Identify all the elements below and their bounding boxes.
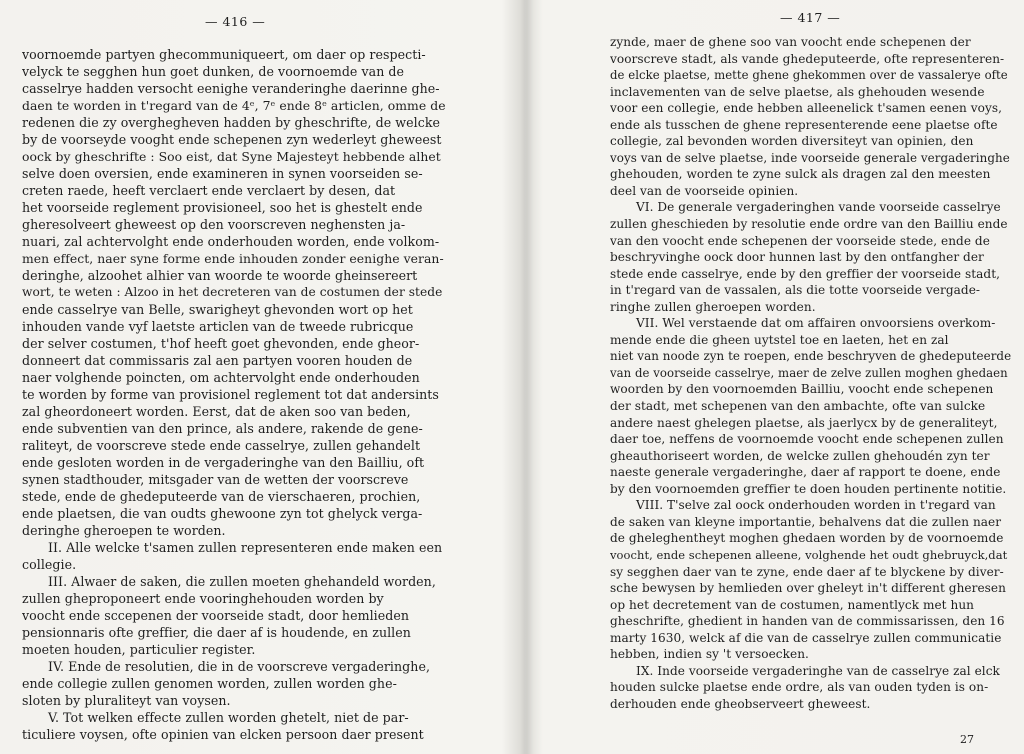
text-line: der selver costumen, t'hof heeft goet ghevonden, ende gheor- bbox=[22, 336, 420, 351]
text-line: VII. Wel verstaende dat om affairen onvoorsiens overkom- bbox=[636, 316, 996, 331]
text-line: oock by gheschrifte : Soo eist, dat Syne Majesteyt hebbende alhet bbox=[22, 149, 441, 164]
text-line: redenen die zy overghegheven hadden by gheschrifte, de welcke bbox=[22, 115, 441, 130]
text-line: ticuliere voysen, ofte opinien van elcken persoon daer present bbox=[22, 727, 424, 742]
text-line: selve doen oversien, ende examineren in synen voorseiden se- bbox=[22, 166, 423, 181]
text-line: ende casselrye van Belle, swarigheyt ghevonden wort op het bbox=[22, 302, 413, 317]
text-line: het voorseide reglement provisioneel, soo het is ghestelt ende bbox=[22, 200, 423, 215]
right-page-number: — 417 — bbox=[780, 10, 841, 25]
text-line: voocht, ende schepenen alleene, volghende het oudt ghebruyck,dat bbox=[610, 547, 1008, 562]
text-line: houden sulcke plaetse ende ordre, als van ouden tyden is on- bbox=[610, 680, 989, 695]
text-line: gheresolveert gheweest op den voorscreven neghensten ja- bbox=[22, 217, 406, 232]
text-line: IV. Ende de resolutien, die in de voorscreve vergaderinghe, bbox=[48, 659, 431, 674]
text-line: de gheleghentheyt moghen ghedaen worden by de voornoemde bbox=[610, 531, 1004, 546]
text-line: collegie, zal bevonden worden diversiteyt van opinien, den bbox=[610, 134, 974, 149]
text-line: wort, te weten : Alzoo in het decreteren van de costumen der stede bbox=[22, 285, 443, 299]
text-line: IX. Inde voorseide vergaderinghe van de casselrye zal elck bbox=[636, 663, 1000, 678]
text-line: gheauthoriseert worden, de welcke zullen ghehoudén zyn ter bbox=[610, 448, 990, 463]
text-line: andere naest ghelegen plaetse, als jaerlycx by de generaliteyt, bbox=[610, 415, 998, 430]
text-line: men effect, naer syne forme ende inhouden zonder eenighe veran- bbox=[22, 251, 444, 266]
text-line: mende ende die gheen uytstel toe en laeten, het en zal bbox=[610, 332, 949, 347]
text-line: by de voorseyde vooght ende schepenen zyn wederleyt gheweest bbox=[22, 132, 442, 147]
text-line: voys van de selve plaetse, inde voorseide generale vergaderinghe bbox=[610, 150, 1010, 165]
text-line: II. Alle welcke t'samen zullen representeren ende maken een bbox=[48, 540, 443, 555]
text-line: donneert dat commissaris zal aen partyen vooren houden de bbox=[22, 353, 413, 368]
text-line: sloten by pluraliteyt van voysen. bbox=[22, 693, 231, 708]
page-gutter bbox=[520, 0, 534, 754]
text-line: ringhe zullen gheroepen worden. bbox=[610, 299, 816, 314]
right-page-text bbox=[610, 34, 1012, 712]
right-page bbox=[610, 0, 1012, 754]
text-line: woorden by den voornoemden Bailliu, voocht ende schepenen bbox=[610, 382, 994, 397]
text-line: marty 1630, welck af die van de casselrye zullen communicatie bbox=[610, 630, 1002, 645]
left-page-text bbox=[22, 46, 447, 743]
text-line: V. Tot welken effecte zullen worden ghetelt, niet de par- bbox=[48, 710, 409, 725]
text-line: synen stadthouder, mitsgader van de wetten der voorscreve bbox=[22, 472, 409, 487]
text-line: pensionnaris ofte greffier, die daer af is houdende, en zullen bbox=[22, 625, 411, 640]
text-line: inclavementen van de selve plaetse, als ghehouden wesende bbox=[610, 84, 985, 99]
text-line: naeste generale vergaderinghe, daer af rapport te doene, ende bbox=[610, 465, 1001, 480]
text-line: moeten houden, particulier register. bbox=[22, 642, 256, 657]
text-line: zynde, maer de ghene soo van voocht ende schepenen der bbox=[610, 35, 971, 49]
text-line: naer volghende poincten, om achtervolght ende onderhouden bbox=[22, 370, 420, 385]
text-line: in t'regard van de vassalen, als die totte voorseide vergade- bbox=[610, 283, 981, 298]
text-line: ende subventien van den prince, als andere, rakende de gene- bbox=[22, 421, 423, 436]
text-line: ende gesloten worden in de vergaderinghe van den Bailliu, oft bbox=[22, 455, 425, 470]
text-line: beschryvinghe oock door hunnen last by den ontfangher der bbox=[610, 250, 984, 265]
text-line: stede ende casselrye, ende by den greffier der voorseide stadt, bbox=[610, 266, 1001, 281]
text-line: ende collegie zullen genomen worden, zullen worden ghe- bbox=[22, 676, 397, 691]
text-line: zal gheordoneert worden. Eerst, dat de aken soo van beden, bbox=[22, 404, 411, 419]
text-line: derhouden ende gheobserveert gheweest. bbox=[610, 696, 871, 711]
text-line: sche bewysen by hemlieden over gheleyt in't different gheresen bbox=[610, 581, 1006, 596]
text-line: daen te worden in t'regard van de 4ᵉ, 7ᵉ ende 8ᵉ articlen, omme de bbox=[22, 98, 446, 113]
text-line: stede, ende de ghedeputeerde van de vierschaeren, prochien, bbox=[22, 489, 421, 504]
text-line: raliteyt, de voorscreve stede ende casselrye, zullen gehandelt bbox=[22, 438, 421, 453]
text-line: op het decretement van de costumen, namentlyck met hun bbox=[610, 597, 975, 612]
text-line: voorscreve stadt, als vande ghedeputeerde, ofte representeren- bbox=[610, 51, 1005, 66]
text-line: casselrye hadden versocht eenighe veranderinghe daerinne ghe- bbox=[22, 81, 440, 96]
text-line: der stadt, met schepenen van den ambachte, ofte van sulcke bbox=[610, 399, 986, 414]
text-line: gheschrifte, ghedient in handen van de commissarissen, den 16 bbox=[610, 614, 1005, 629]
text-line: ghehouden, worden te zyne sulck als dragen zal den meesten bbox=[610, 167, 991, 182]
text-line: VI. De generale vergaderinghen vande voorseide casselrye bbox=[636, 200, 1001, 215]
left-page bbox=[22, 0, 447, 754]
text-line: te worden by forme van provisionel reglement tot dat andersints bbox=[22, 387, 439, 402]
text-line: inhouden vande vyf laetste articlen van de tweede rubricque bbox=[22, 319, 414, 334]
text-line: de elcke plaetse, mette ghene ghekommen over de vassalerye ofte bbox=[610, 68, 1008, 83]
signature-mark: 27 bbox=[960, 733, 974, 746]
text-line: zullen gheproponeert ende vooringhehouden worden by bbox=[22, 591, 384, 606]
text-line: VIII. T'selve zal oock onderhouden worden in t'regard van bbox=[636, 498, 996, 513]
text-line: voor een collegie, ende hebben alleenelick t'samen eenen voys, bbox=[610, 101, 1003, 116]
text-line: deringhe gheroepen te worden. bbox=[22, 523, 226, 538]
text-line: sy segghen daer van te zyne, ende daer af te blyckene by diver- bbox=[610, 564, 1004, 579]
text-line: deringhe, alzoohet alhier van woorde te woorde gheinsereert bbox=[22, 268, 418, 283]
text-line: nuari, zal achtervolght ende onderhouden worden, ende volkom- bbox=[22, 234, 440, 249]
text-line: velyck te segghen hun goet dunken, de voornoemde van de bbox=[22, 64, 405, 79]
text-line: deel van de voorseide opinien. bbox=[610, 183, 799, 198]
text-line: van de voorseide casselrye, maer de zelve zullen moghen ghedaen bbox=[610, 365, 1008, 380]
text-line: van den voocht ende schepenen der voorseide stede, ende de bbox=[610, 233, 990, 248]
text-line: zullen gheschieden by resolutie ende ordre van den Bailliu ende bbox=[610, 217, 1008, 232]
text-line: collegie. bbox=[22, 557, 77, 572]
text-line: III. Alwaer de saken, die zullen moeten ghehandeld worden, bbox=[48, 574, 436, 589]
text-line: by den voornoemden greffier te doen houden pertinente notitie. bbox=[610, 481, 1007, 496]
left-page-number: — 416 — bbox=[205, 14, 266, 29]
text-line: voocht ende sccepenen der voorseide stadt, door hemlieden bbox=[22, 608, 410, 623]
text-line: ende plaetsen, die van oudts ghewoone zyn tot ghelyck verga- bbox=[22, 506, 423, 521]
text-line: ende als tusschen de ghene representerende eene plaetse ofte bbox=[610, 117, 998, 132]
text-line: niet van noode zyn te roepen, ende beschryven de ghedeputeerde bbox=[610, 349, 1012, 364]
text-line: daer toe, neffens de voornoemde voocht ende schepenen zullen bbox=[610, 432, 1004, 447]
text-line: voornoemde partyen ghecommuniqueert, om daer op respecti- bbox=[22, 47, 426, 62]
text-line: creten raede, heeft verclaert ende verclaert by desen, dat bbox=[22, 183, 396, 198]
text-line: hebben, indien sy 't versoecken. bbox=[610, 647, 809, 662]
text-line: de saken van kleyne importantie, behalvens dat die zullen naer bbox=[610, 514, 1002, 529]
